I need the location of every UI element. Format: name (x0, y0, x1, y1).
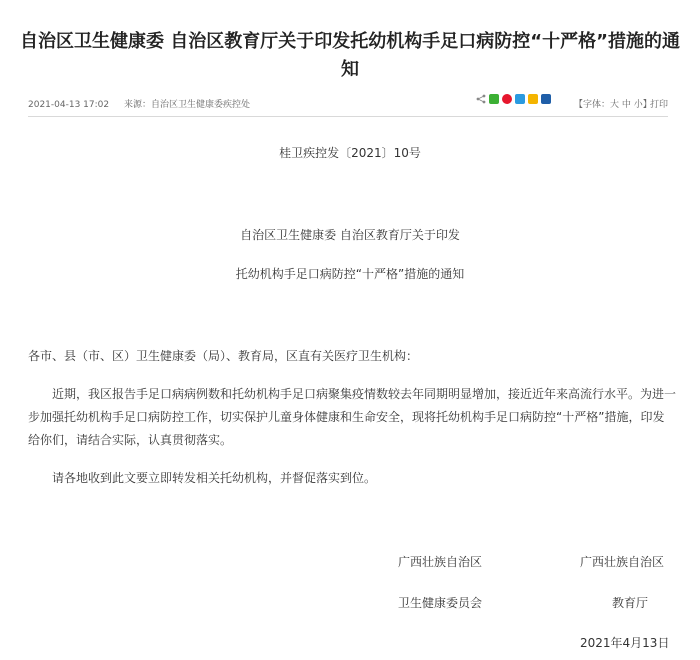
addressee: 各市、县（市、区）卫生健康委（局）、教育局，区直有关医疗卫生机构： (28, 349, 419, 363)
publish-date: 2021-04-13 17:02 (28, 100, 110, 110)
document-number: 桂卫疾控发〔2021〕10号 (279, 146, 421, 160)
signature-org1-line2: 卫生健康委员会 (398, 596, 483, 610)
signature-org2-line2: 教育厅 (612, 596, 649, 610)
paragraph-2: 请各地收到此文要立即转发相关托幼机构，并督促落实到位。 (52, 471, 377, 485)
print-link[interactable]: 打印 (649, 100, 668, 110)
wechat-icon[interactable] (489, 94, 499, 104)
qq-icon[interactable] (515, 94, 525, 104)
page-title: 自治区卫生健康委 自治区教育厅关于印发托幼机构手足口病防控“十严格”措施的通知 (20, 31, 680, 80)
font-size-control[interactable]: 【字体：大 中 小】 (574, 100, 652, 110)
document-title-line2: 托幼机构手足口病防控“十严格”措施的通知 (235, 267, 465, 281)
source: 来源：自治区卫生健康委疾控处 (123, 100, 250, 110)
signature-org2-line1: 广西壮族自治区 (580, 555, 665, 569)
meta-bar (28, 94, 668, 112)
weibo-icon[interactable] (502, 94, 512, 104)
meta-info (28, 97, 262, 110)
share-bar (476, 94, 551, 104)
signature-org1-line1: 广西壮族自治区 (398, 555, 483, 569)
paragraph-1: 近期，我区报告手足口病病例数和托幼机构手足口病聚集疫情数较去年同期明显增加，接近近年来高流行水平。为进一步加强托幼机构手足口病防控工作，切实保护儿童身体健康和生命安全，现将托幼机构手足口病防控“十严格”措施，印发给你们，请结合实际，认真贯彻落实。 (28, 387, 677, 447)
qzone-icon[interactable] (528, 94, 538, 104)
divider (28, 116, 668, 117)
document-title-line1: 自治区卫生健康委 自治区教育厅关于印发 (240, 228, 460, 242)
signature-date: 2021年4月13日 (580, 636, 670, 650)
renren-icon[interactable] (541, 94, 551, 104)
share-icon[interactable] (476, 94, 486, 104)
